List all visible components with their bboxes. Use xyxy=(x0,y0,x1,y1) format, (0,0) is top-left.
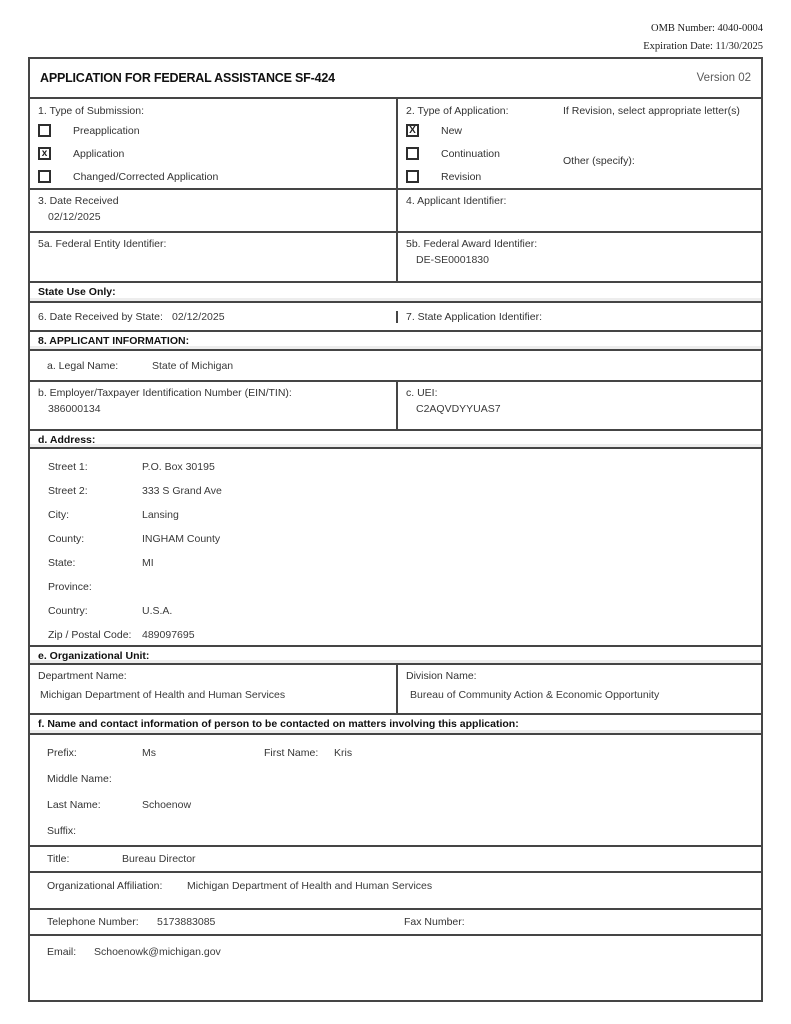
applicant-identifier-label: 4. Applicant Identifier: xyxy=(406,195,507,207)
city-label: City: xyxy=(48,509,69,521)
email-row xyxy=(30,936,761,1000)
continuation-checkbox[interactable] xyxy=(406,147,419,160)
email-value[interactable]: Schoenowk@michigan.gov xyxy=(94,946,221,958)
form-title: APPLICATION FOR FEDERAL ASSISTANCE SF-424 xyxy=(40,71,335,85)
date-received-by-state-value[interactable]: 02/12/2025 xyxy=(172,310,225,323)
country-value[interactable]: U.S.A. xyxy=(142,605,173,617)
type-of-submission-label: 1. Type of Submission: xyxy=(38,105,145,117)
federal-entity-identifier-cell xyxy=(30,233,398,281)
legal-name-value[interactable]: State of Michigan xyxy=(152,359,234,372)
ein-label: b. Employer/Taxpayer Identification Number (EIN/TIN): xyxy=(38,387,292,399)
row-department-division xyxy=(30,665,761,715)
row-state-received xyxy=(30,303,761,332)
date-received-by-state-cell xyxy=(30,311,398,323)
division-name-label: Division Name: xyxy=(406,670,477,682)
street2-row xyxy=(30,479,761,503)
date-received-label: 3. Date Received xyxy=(38,195,119,207)
row-submission-application xyxy=(30,99,761,190)
telephone-value[interactable]: 5173883085 xyxy=(157,916,216,928)
city-value[interactable]: Lansing xyxy=(142,509,179,521)
suffix-row xyxy=(30,818,761,844)
new-label: New xyxy=(441,124,463,137)
type-of-application-cell xyxy=(398,99,761,188)
option-revision xyxy=(406,165,761,188)
prefix-row xyxy=(30,740,761,766)
state-use-only-header: State Use Only: xyxy=(30,283,761,303)
middle-name-row xyxy=(30,766,761,792)
expiration-date: Expiration Date: 11/30/2025 xyxy=(643,41,763,53)
application-label: Application xyxy=(73,147,125,160)
applicant-identifier-cell xyxy=(398,190,761,231)
state-row xyxy=(30,551,761,575)
street1-label: Street 1: xyxy=(48,461,88,473)
federal-award-identifier-value[interactable]: DE-SE0001830 xyxy=(416,254,489,266)
province-row xyxy=(30,575,761,599)
division-cell xyxy=(398,665,761,713)
country-label: Country: xyxy=(48,605,88,617)
middle-name-label: Middle Name: xyxy=(47,773,112,785)
division-name-value[interactable]: Bureau of Community Action & Economic Opportunity xyxy=(410,689,660,701)
last-name-value[interactable]: Schoenow xyxy=(142,799,192,811)
changed-corrected-label: Changed/Corrected Application xyxy=(73,170,219,183)
organizational-affiliation-label: Organizational Affiliation: xyxy=(47,880,163,892)
contact-name-block xyxy=(30,735,761,847)
department-name-value[interactable]: Michigan Department of Health and Human Services xyxy=(40,689,286,701)
other-specify-label: Other (specify): xyxy=(563,155,635,167)
state-value[interactable]: MI xyxy=(142,557,154,569)
title-label: Title: xyxy=(47,853,70,865)
option-application xyxy=(38,142,396,165)
department-cell xyxy=(30,665,398,713)
row-legal-name xyxy=(30,351,761,382)
zip-row xyxy=(30,623,761,647)
fax-label: Fax Number: xyxy=(404,916,465,928)
preapplication-checkbox[interactable] xyxy=(38,124,51,137)
telephone-fax-row xyxy=(30,910,761,936)
form-title-bar xyxy=(30,59,761,99)
type-of-application-label: 2. Type of Application: xyxy=(406,105,509,117)
revision-checkbox[interactable] xyxy=(406,170,419,183)
form-version: Version 02 xyxy=(696,72,751,84)
changed-corrected-checkbox[interactable] xyxy=(38,170,51,183)
option-changed-corrected xyxy=(38,165,396,188)
state-label: State: xyxy=(48,557,76,569)
uei-label: c. UEI: xyxy=(406,387,438,399)
email-label: Email: xyxy=(47,946,77,958)
street1-row xyxy=(30,455,761,479)
province-label: Province: xyxy=(48,581,92,593)
option-preapplication xyxy=(38,119,396,142)
state-application-identifier-label: 7. State Application Identifier: xyxy=(406,310,543,323)
uei-cell xyxy=(398,382,761,429)
first-name-label: First Name: xyxy=(264,747,319,759)
city-row xyxy=(30,503,761,527)
prefix-label: Prefix: xyxy=(47,747,77,759)
street2-label: Street 2: xyxy=(48,485,88,497)
federal-award-identifier-cell xyxy=(398,233,761,281)
country-row xyxy=(30,599,761,623)
telephone-label: Telephone Number: xyxy=(47,916,139,928)
suffix-label: Suffix: xyxy=(47,825,76,837)
date-received-by-state-label: 6. Date Received by State: xyxy=(38,310,163,323)
sf424-form xyxy=(28,57,763,1002)
address-block xyxy=(30,449,761,647)
last-name-label: Last Name: xyxy=(47,799,101,811)
first-name-value[interactable]: Kris xyxy=(334,747,353,759)
new-checkbox[interactable]: X xyxy=(406,124,419,137)
organizational-affiliation-value[interactable]: Michigan Department of Health and Human Services xyxy=(187,880,433,892)
omb-block xyxy=(643,20,763,57)
option-new xyxy=(406,119,761,142)
revision-label: Revision xyxy=(441,170,482,183)
county-label: County: xyxy=(48,533,85,545)
ein-value[interactable]: 386000134 xyxy=(48,403,101,415)
contact-title-row xyxy=(30,847,761,873)
continuation-label: Continuation xyxy=(441,147,500,160)
federal-entity-identifier-label: 5a. Federal Entity Identifier: xyxy=(38,238,167,250)
state-application-identifier-cell xyxy=(398,311,761,323)
ein-cell xyxy=(30,382,398,429)
legal-name-cell xyxy=(30,360,241,372)
street1-value[interactable]: P.O. Box 30195 xyxy=(142,461,215,473)
federal-award-identifier-label: 5b. Federal Award Identifier: xyxy=(406,238,538,250)
omb-number: OMB Number: 4040-0004 xyxy=(651,23,763,34)
row-federal-identifiers xyxy=(30,233,761,283)
uei-value[interactable]: C2AQVDYYUAS7 xyxy=(416,403,501,415)
legal-name-label: a. Legal Name: xyxy=(47,359,119,372)
county-value[interactable]: INGHAM County xyxy=(142,533,221,545)
date-received-value[interactable]: 02/12/2025 xyxy=(48,211,101,223)
county-row xyxy=(30,527,761,551)
date-received-cell xyxy=(30,190,398,231)
organizational-unit-header: e. Organizational Unit: xyxy=(30,647,761,665)
department-name-label: Department Name: xyxy=(38,670,127,682)
title-value[interactable]: Bureau Director xyxy=(122,853,196,865)
prefix-value[interactable]: Ms xyxy=(142,747,156,759)
application-checkbox[interactable]: x xyxy=(38,147,51,160)
row-date-received xyxy=(30,190,761,233)
row-ein-uei xyxy=(30,382,761,431)
preapplication-label: Preapplication xyxy=(73,124,140,137)
last-name-row xyxy=(30,792,761,818)
contact-header: f. Name and contact information of person to be contacted on matters involving this application: xyxy=(30,715,761,735)
applicant-information-header: 8. APPLICANT INFORMATION: xyxy=(30,332,761,351)
type-of-submission-cell xyxy=(30,99,398,188)
address-header: d. Address: xyxy=(30,431,761,449)
revision-hint-label: If Revision, select appropriate letter(s) xyxy=(563,105,740,117)
street2-value[interactable]: 333 S Grand Ave xyxy=(142,485,222,497)
organizational-affiliation-row xyxy=(30,873,761,910)
zip-value[interactable]: 489097695 xyxy=(142,629,195,641)
zip-label: Zip / Postal Code: xyxy=(48,629,132,641)
